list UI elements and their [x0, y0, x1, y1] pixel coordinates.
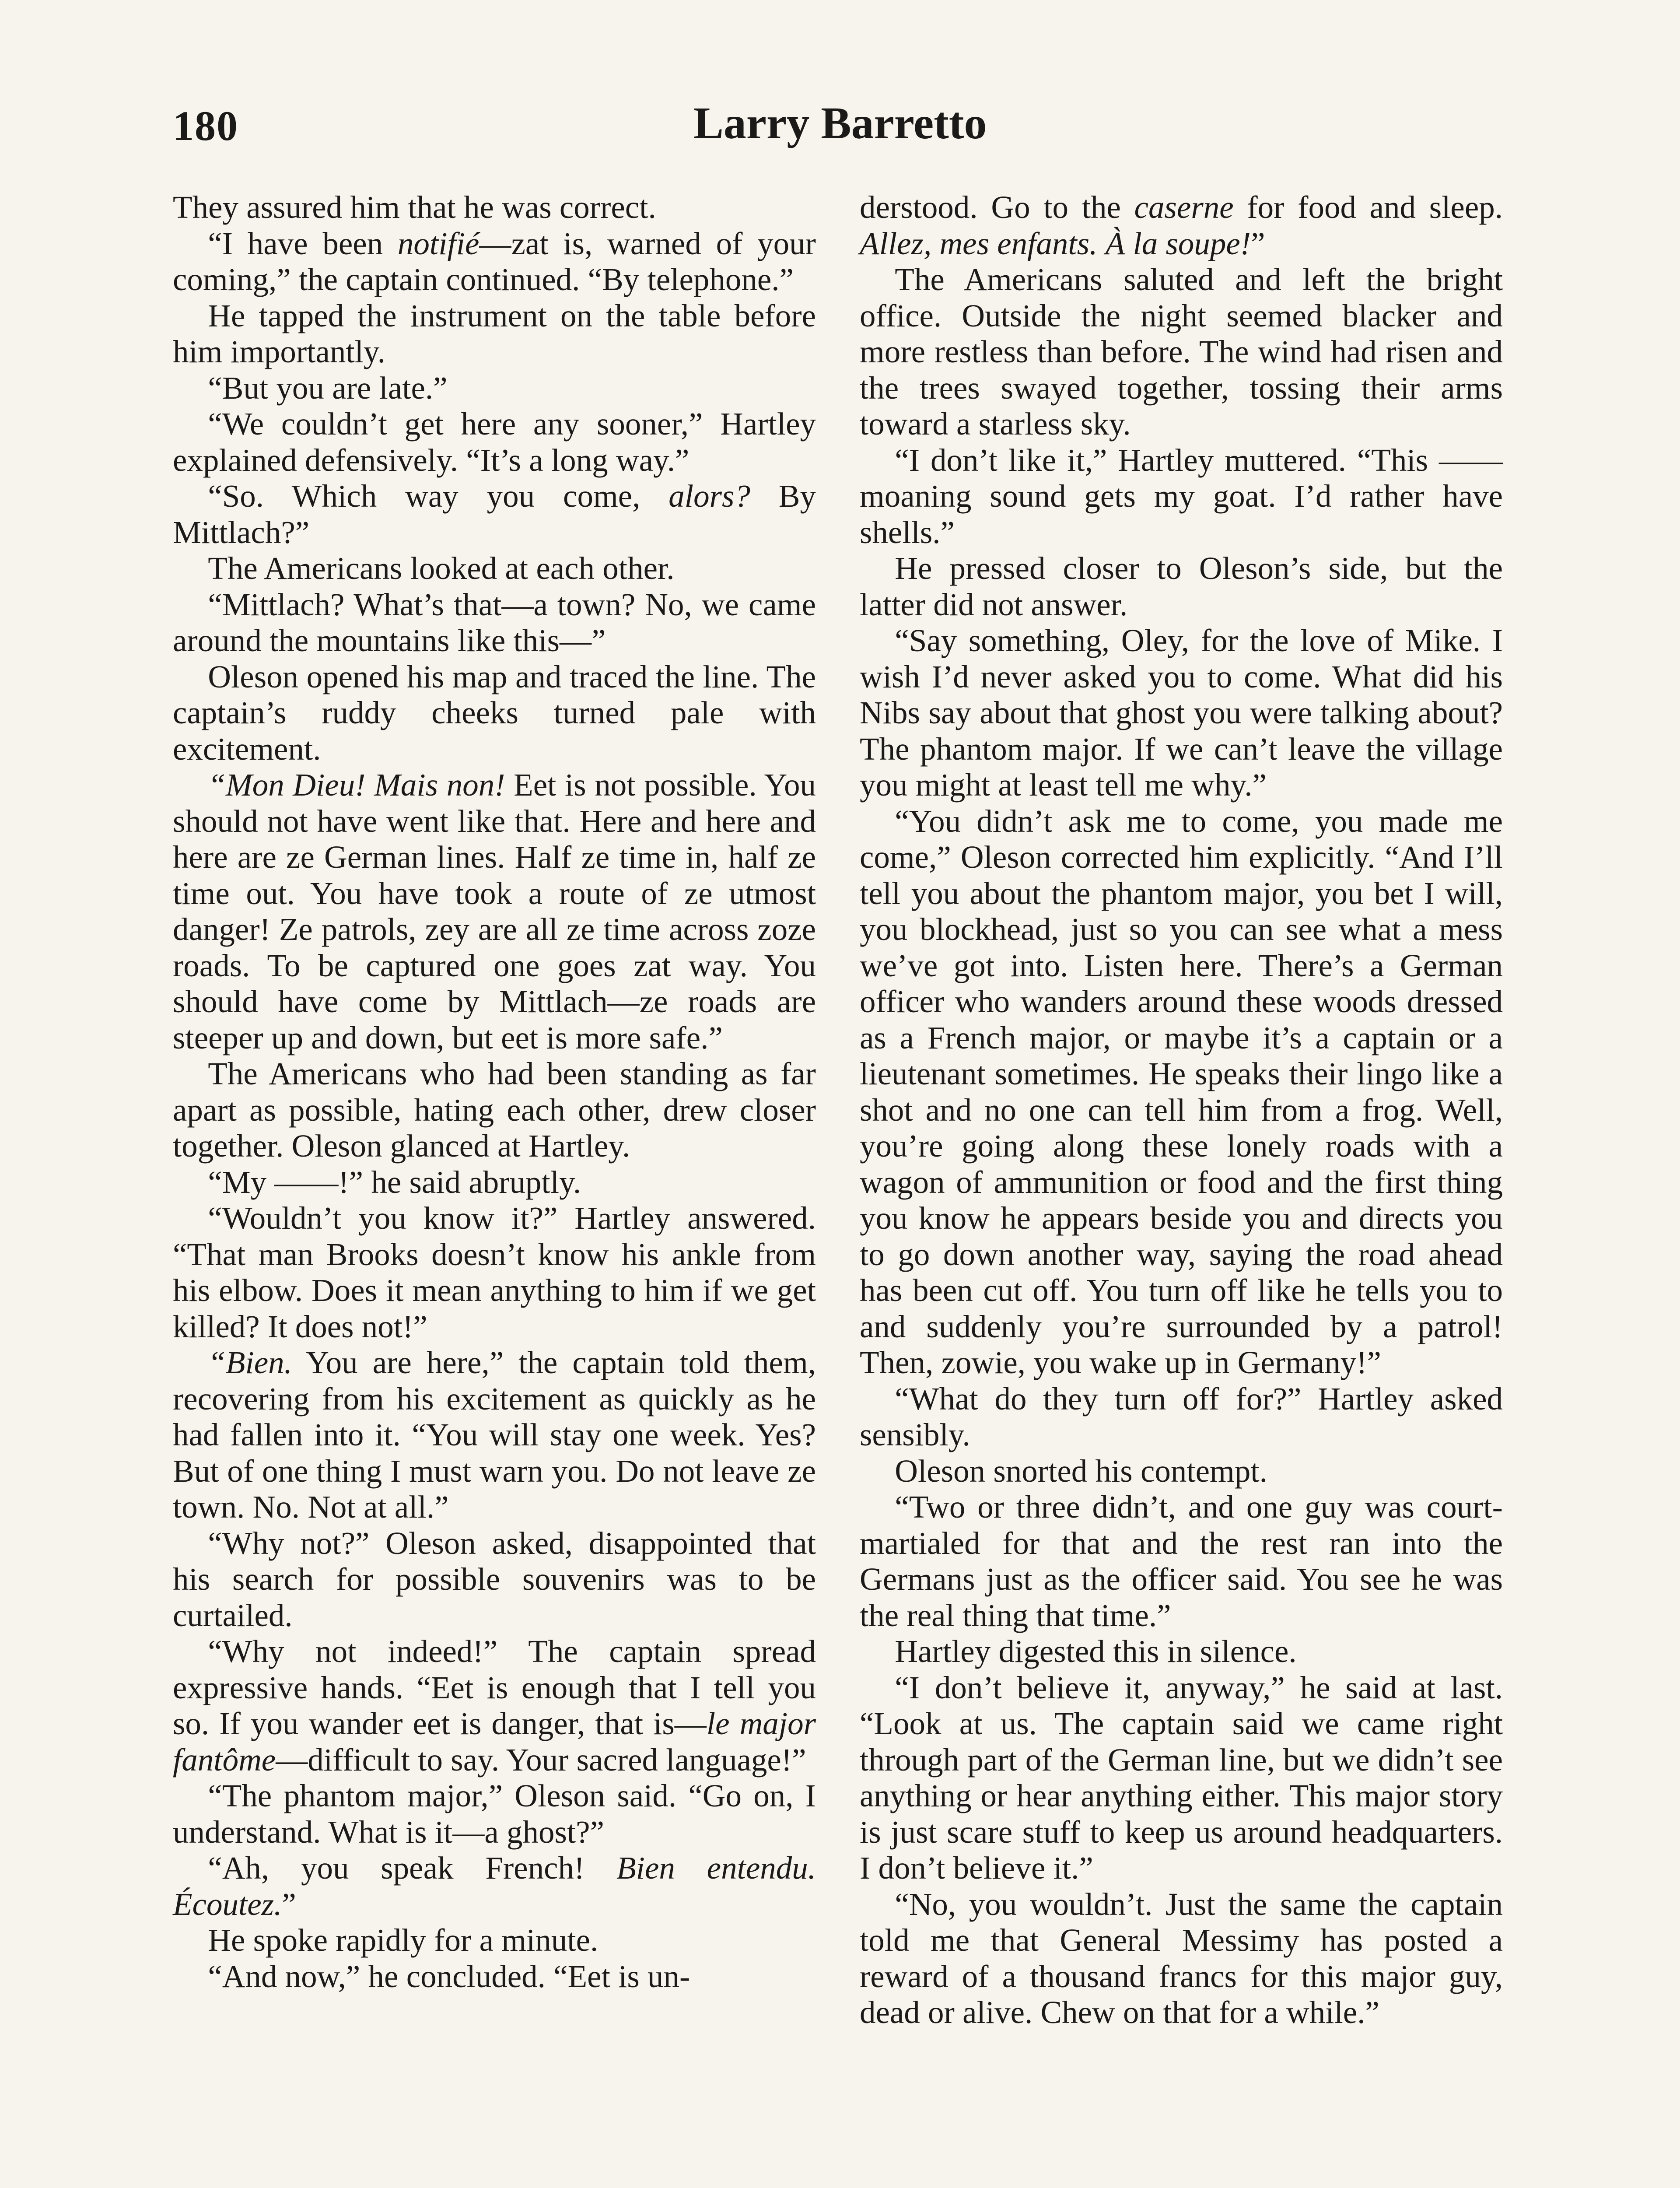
paragraph: [173, 298, 816, 370]
text: derstood. Go to the: [860, 189, 1134, 225]
text: “You didn’t ask me to come, you made me come,” Oleson corrected him explicitly. “And I’ll tell you about the phantom major, you bet I will, you blockhead, just so you can see what a mess we’ve got into. Listen here. There’s a German officer who wanders around these woods dressed as a French major, or maybe it’s a captain or a lieutenant sometimes. He speaks their lingo like a shot and no one can tell him from a frog. Well, you’re going along these lonely roads with a wagon of ammunition or food and the first thing you know he appears beside you and directs you to go down another way, saying the road ahead has been cut off. You turn off like he tells you to and suddenly you’re surrounded by a patrol! Then, zowie, you wake up in Germany!”: [860, 803, 1503, 1380]
text: “Ah, you speak French!: [208, 1850, 617, 1886]
paragraph: [860, 1453, 1503, 1490]
right-text-column: [860, 189, 1503, 2031]
paragraph: [860, 1489, 1503, 1634]
paragraph: [860, 551, 1503, 623]
text: “The phantom major,” Oleson said. “Go on, I understand. What is it—a ghost?”: [173, 1778, 816, 1850]
text: “My ——!” he said abruptly.: [208, 1164, 581, 1200]
paragraph: [173, 189, 816, 226]
italic-text: alors?: [668, 478, 750, 514]
text: ”: [1251, 225, 1265, 261]
text: “What do they turn off for?” Hartley asked sensibly.: [860, 1381, 1503, 1452]
text: By Mittlach?”: [173, 478, 816, 550]
text: “I don’t believe it, anyway,” he said at last. “Look at us. The captain said we came right through part of the German line, but we didn’t see anything or hear anything either. This major story is just scare stuff to keep us around headquarters. I don’t believe it.”: [860, 1669, 1503, 1886]
paragraph: [173, 478, 816, 551]
italic-text: Allez, mes enfants. À la soupe!: [860, 225, 1251, 261]
italic-text: le major fantôme: [173, 1706, 816, 1778]
text: “And now,” he concluded. “Eet is un-: [208, 1958, 690, 1994]
text: “I don’t like it,” Hartley muttered. “This —— moaning sound gets my goat. I’d rather have shells.”: [860, 442, 1503, 550]
paragraph: [173, 1634, 816, 1778]
text: “But you are late.”: [208, 370, 448, 406]
text: He pressed closer to Oleson’s side, but the latter did not answer.: [860, 551, 1503, 622]
text: —zat is, warned of your coming,” the captain continued. “By telephone.”: [173, 225, 816, 297]
text: “So. Which way you come,: [208, 478, 669, 514]
text: You are here,” the captain told them, recovering from his excitement as quickly as he had fallen into it. “You will stay one week. Yes? But of one thing I must warn you. Do not leave ze town. No. Not at all.”: [173, 1345, 816, 1525]
text: —difficult to say. Your sacred language!”: [276, 1742, 806, 1778]
text: The Americans saluted and left the bright office. Outside the night seemed blacker and more restless than before. The wind had risen and the trees swayed together, tossing their arms toward a starless sky.: [860, 262, 1503, 442]
italic-text: Bien entendu. Écoutez.: [173, 1850, 816, 1922]
paragraph: [860, 189, 1503, 262]
italic-text: caserne: [1134, 189, 1234, 225]
text: “Say something, Oley, for the love of Mike. I wish I’d never asked you to come. What did his Nibs say about that ghost you were talking about? The phantom major. If we can’t leave the village you might at least tell me why.”: [860, 623, 1503, 803]
paragraph: [173, 659, 816, 768]
text: for food and sleep.: [1233, 189, 1503, 225]
text: “We couldn’t get here any sooner,” Hartley explained defensively. “It’s a long way.”: [173, 406, 816, 478]
text: “Mittlach? What’s that—a town? No, we came around the mountains like this—”: [173, 586, 816, 658]
paragraph: [860, 262, 1503, 442]
page-number: 180: [173, 102, 238, 149]
paragraph: [173, 226, 816, 298]
text: “No, you wouldn’t. Just the same the captain told me that General Messimy has posted a reward of a thousand francs for this major guy, dead or alive. Chew on that for a while.”: [860, 1886, 1503, 2030]
paragraph: [860, 623, 1503, 803]
paragraph: [860, 1670, 1503, 1886]
paragraph: [860, 1634, 1503, 1670]
paragraph: [860, 1886, 1503, 2031]
text: The Americans who had been standing as far apart as possible, hating each other, drew closer together. Oleson glanced at Hartley.: [173, 1056, 816, 1164]
left-text-column: [173, 189, 816, 1995]
text: Eet is not possible. You should not have went like that. Here and here and here are ze German lines. Half ze time in, half ze time out. You have took a route of ze utmost danger! Ze patrols, zey are all ze time across zoze roads. To be captured one goes zat way. You should have come by Mittlach—ze roads are steeper up and down, but eet is more safe.”: [173, 767, 816, 1055]
text: “Wouldn’t you know it?” Hartley answered. “That man Brooks doesn’t know his ankle from his elbow. Does it mean anything to him if we get killed? It does not!”: [173, 1200, 816, 1344]
paragraph: [173, 1200, 816, 1345]
text: “Why not?” Oleson asked, disappointed that his search for possible souvenirs was to be curtailed.: [173, 1525, 816, 1633]
paragraph: [173, 1922, 816, 1959]
text: They assured him that he was correct.: [173, 189, 656, 225]
paragraph: [173, 1164, 816, 1201]
paragraph: [173, 767, 816, 1056]
italic-text: “Mon Dieu! Mais non!: [208, 767, 505, 803]
text: He tapped the instrument on the table before him importantly.: [173, 298, 816, 369]
text: Oleson opened his map and traced the line. The captain’s ruddy cheeks turned pale with excitement.: [173, 659, 816, 767]
text: “Two or three didn’t, and one guy was court-martialed for that and the rest ran into the Germans just as the officer said. You see he was the real thing that time.”: [860, 1489, 1503, 1633]
text: The Americans looked at each other.: [208, 551, 675, 586]
paragraph: [860, 442, 1503, 551]
text: “I have been: [208, 225, 398, 261]
paragraph: [173, 587, 816, 659]
paragraph: [173, 406, 816, 478]
paragraph: [860, 803, 1503, 1381]
paragraph: [173, 370, 816, 407]
text: He spoke rapidly for a minute.: [208, 1922, 598, 1958]
paragraph: [173, 1850, 816, 1922]
text: “Why not indeed!” The captain spread expressive hands. “Eet is enough that I tell you so. If you wander eet is danger, that is—: [173, 1634, 816, 1741]
paragraph: [173, 1778, 816, 1850]
paragraph: [173, 1959, 816, 1995]
text: Hartley digested this in silence.: [895, 1634, 1297, 1669]
paragraph: [173, 551, 816, 587]
italic-text: notifié: [397, 225, 480, 261]
paragraph: [173, 1345, 816, 1525]
text: Oleson snorted his contempt.: [895, 1453, 1267, 1489]
paragraph: [860, 1381, 1503, 1453]
paragraph: [173, 1056, 816, 1164]
italic-text: “Bien.: [208, 1345, 292, 1380]
paragraph: [173, 1525, 816, 1634]
text: ”: [282, 1886, 296, 1922]
running-title: Larry Barretto: [693, 98, 987, 148]
